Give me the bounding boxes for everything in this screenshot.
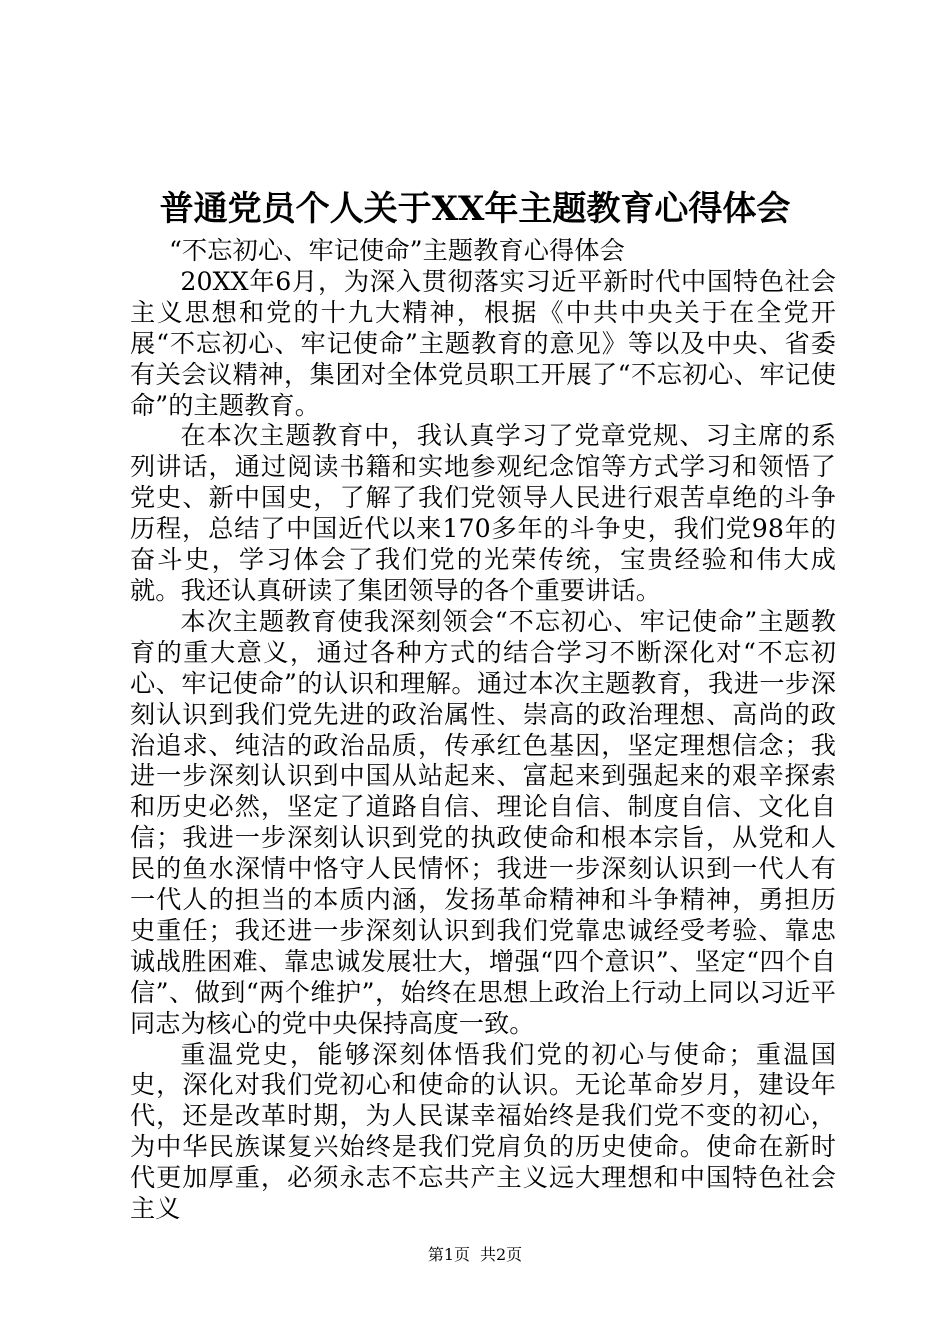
page-count: 共2页 [480,1245,523,1264]
document-body [130,236,836,1225]
document-title: 普通党员个人关于XX年主题教育心得体会 [159,189,791,229]
paragraph: 本次主题教育使我深刻领会“不忘初心、牢记使命”主题教育的重大意义，通过各种方式的结合学习不断深化对“不忘初心、牢记使命”的认识和理解。通过本次主题教育，我进一步深刻认识到我们党先进的政治属性、崇高的政治理想、高尚的政治追求、纯洁的政治品质，传承红色基因，坚定理想信念；我进一步深刻认识到中国从站起来、富起来到强起来的艰辛探索和历史必然，坚定了道路自信、理论自信、制度自信、文化自信；我进一步深刻认识到党的执政使命和根本宗旨，从党和人民的鱼水深情中恪守人民情怀；我进一步深刻认识到一代人有一代人的担当的本质内涵，发扬革命精神和斗争精神，勇担历史重任；我还进一步深刻认识到我们党靠忠诚经受考验、靠忠诚战胜困难、靠忠诚发展壮大，增强“四个意识”、坚定“四个自信”、做到“两个维护”，始终在思想上政治上行动上同以习近平同志为核心的党中央保持高度一致。 [130,606,836,1038]
page-number: 第1页 [427,1245,470,1264]
page-footer [0,1244,950,1266]
paragraph: 20XX年6月，为深入贯彻落实习近平新时代中国特色社会主义思想和党的十九大精神，根据《中共中央关于在全党开展“不忘初心、牢记使命”主题教育的意见》等以及中央、省委有关会议精神，集团对全体党员职工开展了“不忘初心、牢记使命”的主题教育。 [130,266,836,420]
paragraph: 重温党史，能够深刻体悟我们党的初心与使命；重温国史，深化对我们党初心和使命的认识。无论革命岁月，建设年代，还是改革时期，为人民谋幸福始终是我们党不变的初心，为中华民族谋复兴始终是我们党肩负的历史使命。使命在新时代更加厚重，必须永志不忘共产主义远大理想和中国特色社会主义 [130,1039,836,1224]
document-subtitle: “不忘初心、牢记使命”主题教育心得体会 [169,236,625,265]
paragraph: 在本次主题教育中，我认真学习了党章党规、习主席的系列讲话，通过阅读书籍和实地参观纪念馆等方式学习和领悟了党史、新中国史，了解了我们党领导人民进行艰苦卓绝的斗争历程，总结了中国近代以来170多年的斗争史，我们党98年的奋斗史，学习体会了我们党的光荣传统，宝贵经验和伟大成就。我还认真研读了集团领导的各个重要讲话。 [130,421,836,605]
